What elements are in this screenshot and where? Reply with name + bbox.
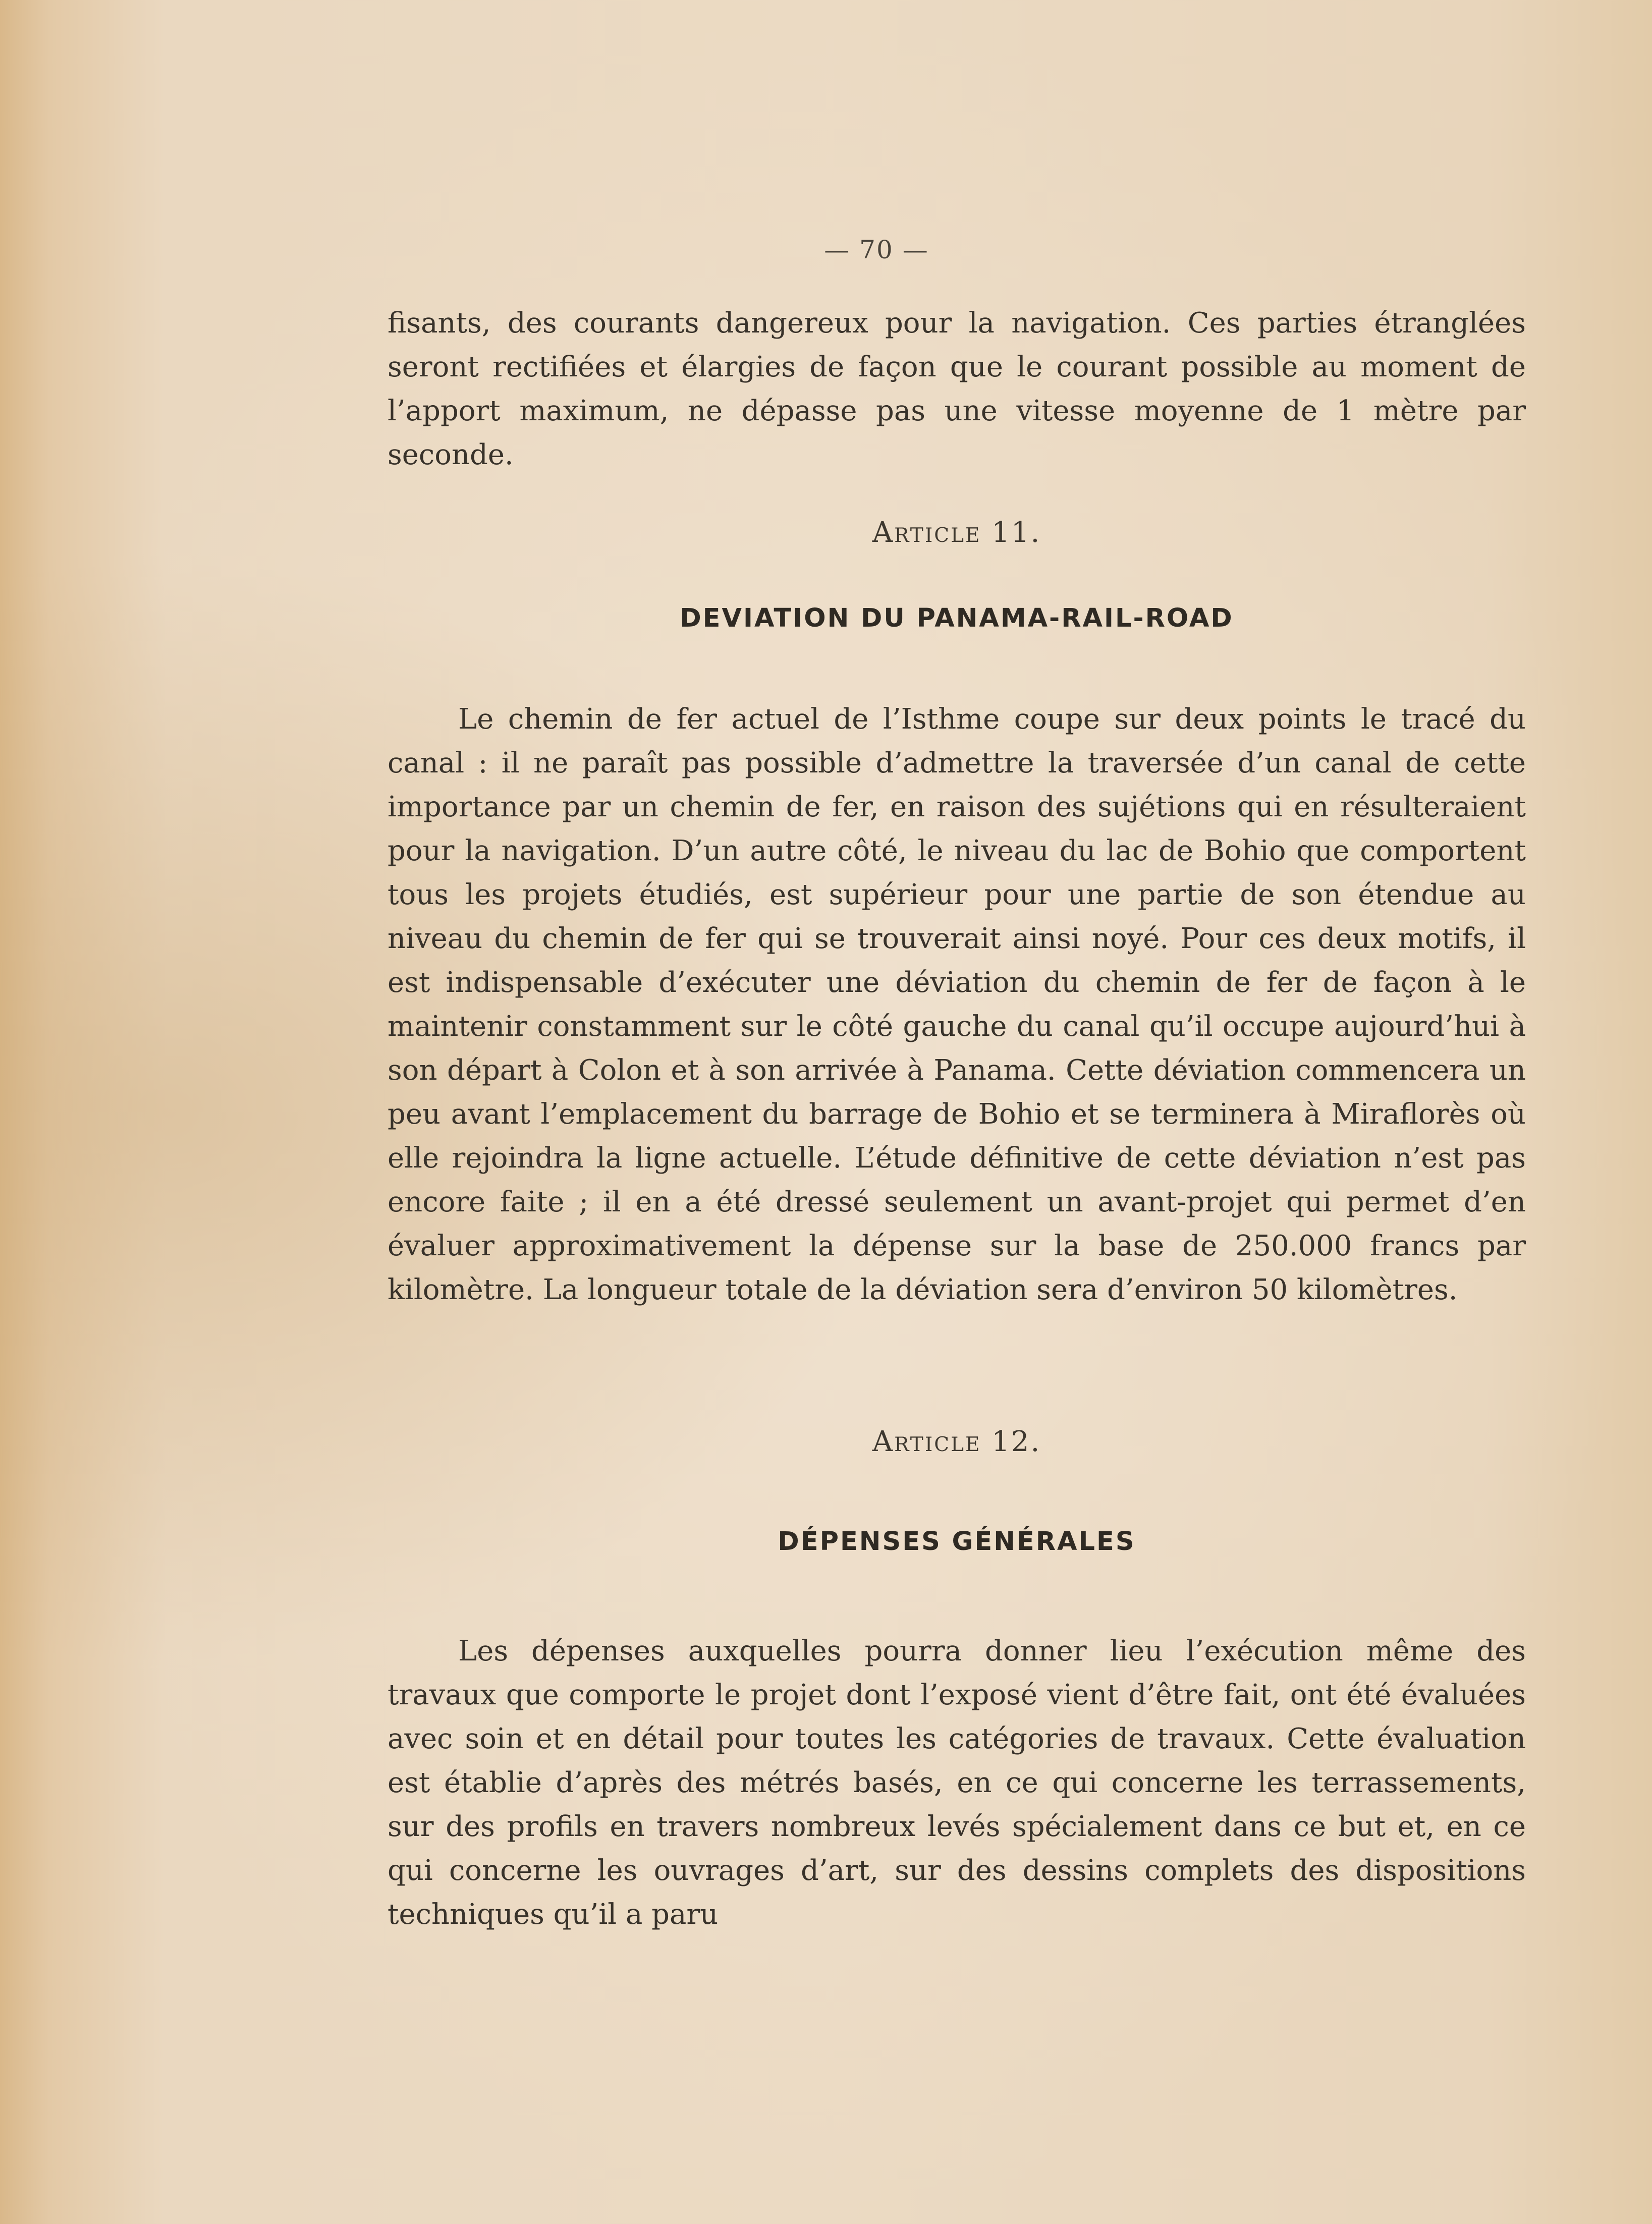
article-12-label-word: Article xyxy=(872,1425,981,1458)
article-12-label xyxy=(388,1425,1526,1458)
article-11-label-word: Article xyxy=(872,516,981,549)
intro-paragraph-block xyxy=(388,301,1526,477)
article-11-label-number: 11. xyxy=(992,516,1041,549)
article-12-label-number: 12. xyxy=(992,1425,1041,1458)
article-12-heading: DÉPENSES GÉNÉRALES xyxy=(778,1527,1136,1556)
page-number: — 70 — xyxy=(824,235,929,264)
intro-paragraph: fisants, des courants dangereux pour la navigation. Ces parties étranglées seront rectifiées et élargies de façon que le courant possible au moment de l’apport maximum, ne dépasse pas une vitesse moyenne de 1 mètre par seconde. xyxy=(388,307,1526,471)
article-12-body xyxy=(388,1629,1526,1936)
article-12-paragraph: Les dépenses auxquelles pourra donner lieu l’exécution même des travaux que comporte le projet dont l’exposé vient d’être fait, ont été évaluées avec soin et en détail pour toutes les catégories de travaux. Cette évaluation est établie d’après des métrés basés, en ce qui concerne les terrassements, sur des profils en travers nombreux levés spécialement dans ce but et, en ce qui concerne les ouvrages d’art, sur des dessins complets des dispositions techniques qu’il a paru xyxy=(388,1635,1526,1931)
article-11-label xyxy=(388,516,1526,549)
article-11-body xyxy=(388,697,1526,1312)
article-11-paragraph: Le chemin de fer actuel de l’Isthme coupe sur deux points le tracé du canal : il ne paraît pas possible d’admettre la traversée d’un canal de cette importance par un chemin de fer, en raison des sujétions qui en résulteraient pour la navigation. D’un autre côté, le niveau du lac de Bohio que comportent tous les projets étudiés, est supérieur pour une partie de son étendue au niveau du chemin de fer qui se trouverait ainsi noyé. Pour ces deux motifs, il est indispensable d’exécuter une déviation du chemin de fer de façon à le maintenir constamment sur le côté gauche du canal qu’il occupe aujourd’hui à son départ à Colon et à son arrivée à Panama. Cette déviation commencera un peu avant l’emplacement du barrage de Bohio et se terminera à Miraflorès où elle rejoindra la ligne actuelle. L’étude définitive de cette déviation n’est pas encore faite ; il en a été dressé seulement un avant-projet qui permet d’en évaluer approximativement la dépense sur la base de 250.000 francs par kilomètre. La longueur totale de la déviation sera d’environ 50 kilomètres. xyxy=(388,703,1526,1306)
article-11-heading: DEVIATION DU PANAMA-RAIL-ROAD xyxy=(680,603,1234,633)
